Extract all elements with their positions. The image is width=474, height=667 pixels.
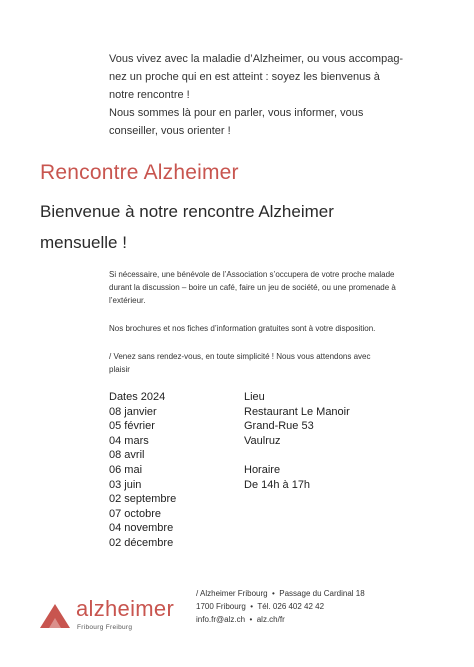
intro-text	[109, 50, 439, 140]
brochures-paragraph	[109, 322, 439, 335]
page-subtitle	[40, 196, 440, 258]
intro-line: Nous sommes là pour en parler, vous informer, vous	[109, 107, 364, 119]
footer-line: info.fr@alz.ch • alz.ch/fr	[196, 615, 285, 624]
paragraph-line: l’extérieur.	[109, 296, 146, 305]
schedule-hours: De 14h à 17h	[244, 478, 311, 491]
date-item: 02 décembre	[109, 536, 174, 549]
subtitle-line: mensuelle !	[40, 233, 127, 252]
date-item: 04 mars	[109, 434, 149, 447]
paragraph-line: / Venez sans rendez-vous, en toute simplicité ! Nous vous attendons avec	[109, 352, 371, 361]
paragraph-line: Nos brochures et nos fiches d’information gratuites sont à votre disposition.	[109, 324, 376, 333]
date-item: 03 juin	[109, 478, 142, 491]
intro-line: Vous vivez avec la maladie d’Alzheimer, ou vous accompag-	[109, 53, 404, 65]
welcome-paragraph	[109, 350, 439, 376]
intro-line: notre rencontre !	[109, 89, 190, 101]
logo-subtitle: Fribourg Freiburg	[77, 624, 133, 631]
date-item: 08 avril	[109, 449, 145, 462]
date-item: 06 mai	[109, 463, 143, 476]
paragraph-line: Si nécessaire, une bénévole de l’Association s’occupera de votre proche malade	[109, 270, 395, 279]
location-title: Lieu	[244, 391, 265, 403]
location-name: Restaurant Le Manoir	[244, 405, 350, 418]
footer-contact	[196, 587, 365, 626]
paragraph-line: durant la discussion – boire un café, faire un jeu de société, ou une promenade à	[109, 283, 396, 292]
date-item: 07 octobre	[109, 507, 161, 520]
date-item: 08 janvier	[109, 405, 157, 418]
schedule-title: Horaire	[244, 463, 281, 476]
intro-line: nez un proche qui en est atteint : soyez les bienvenus à	[109, 71, 380, 83]
logo-wordmark: alzheimer	[76, 596, 175, 621]
dates-title: Dates 2024	[109, 391, 166, 403]
footer-line: / Alzheimer Fribourg • Passage du Cardinal 18	[196, 589, 365, 598]
date-item: 04 novembre	[109, 522, 174, 535]
date-item: 05 février	[109, 420, 155, 433]
date-item: 02 septembre	[109, 493, 177, 506]
dates-list	[109, 390, 176, 551]
location-block	[244, 390, 350, 492]
page-title: Rencontre Alzheimer	[40, 161, 239, 184]
subtitle-line: Bienvenue à notre rencontre Alzheimer	[40, 202, 334, 221]
footer-line: 1700 Fribourg • Tél. 026 402 42 42	[196, 602, 325, 611]
location-street: Grand-Rue 53	[244, 420, 314, 433]
intro-line: conseiller, vous orienter !	[109, 125, 231, 137]
paragraph-line: plaisir	[109, 365, 130, 374]
location-city: Vaulruz	[244, 434, 281, 447]
volunteer-paragraph	[109, 268, 439, 307]
